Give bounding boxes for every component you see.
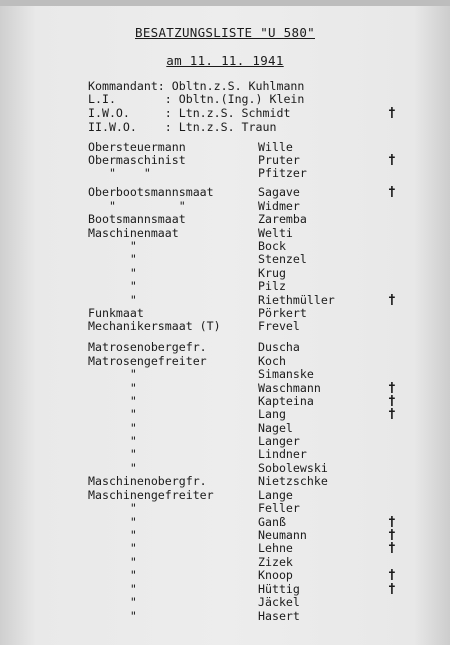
crew-row (0, 596, 450, 609)
crew-rank: Funkmaat (88, 306, 144, 320)
crew-row (0, 529, 450, 542)
crew-row (0, 610, 450, 623)
crew-row (0, 253, 450, 266)
crew-name: Zaremba (258, 212, 307, 226)
crew-name: Widmer (258, 199, 300, 213)
crew-row (0, 307, 450, 320)
officer-row (0, 107, 450, 120)
document-title: BESATZUNGSLISTE "U 580" (135, 25, 315, 40)
crew-rank: " (88, 528, 137, 542)
deceased-cross: † (388, 153, 396, 168)
crew-row (0, 320, 450, 333)
crew-name: Hüttig (258, 582, 300, 596)
crew-row (0, 267, 450, 280)
crew-row (0, 516, 450, 529)
document-date: am 11. 11. 1941 (166, 53, 284, 68)
deceased-cross: † (388, 293, 396, 308)
crew-name: Frevel (258, 319, 300, 333)
crew-name: Pruter (258, 153, 300, 167)
crew-rank: " (88, 239, 137, 253)
crew-name: Neumann (258, 528, 307, 542)
deceased-cross: † (388, 568, 396, 583)
crew-row (0, 408, 450, 421)
officer-entry: II.W.O. : Ltn.z.S. Traun (88, 120, 277, 134)
crew-name: Kapteina (258, 394, 314, 408)
crew-name: Zizek (258, 555, 293, 569)
crew-row (0, 569, 450, 582)
crew-name: Wille (258, 140, 293, 154)
crew-rank: " (88, 582, 137, 596)
crew-name: Pfitzer (258, 166, 307, 180)
crew-rank: " (88, 595, 137, 609)
crew-rank: " (88, 541, 137, 555)
crew-row (0, 200, 450, 213)
deceased-cross: † (388, 381, 396, 396)
crew-row (0, 213, 450, 226)
crew-rank: " (88, 421, 137, 435)
crew-rank: " (88, 394, 137, 408)
crew-name: Feller (258, 501, 300, 515)
crew-name: Lehne (258, 541, 293, 555)
crew-name: Pörkert (258, 306, 307, 320)
crew-rank: " (88, 293, 137, 307)
crew-rank: Bootsmannsmaat (88, 212, 186, 226)
crew-name: Simanske (258, 367, 314, 381)
crew-name: Ganß (258, 515, 286, 529)
deceased-cross: † (388, 185, 396, 200)
crew-name: Bock (258, 239, 286, 253)
crew-rank: " (88, 252, 137, 266)
crew-row (0, 141, 450, 154)
crew-rank: " (88, 609, 137, 623)
crew-row (0, 542, 450, 555)
crew-rank: Matrosenobergefr. (88, 340, 207, 354)
deceased-cross: † (388, 528, 396, 543)
crew-row (0, 167, 450, 180)
crew-row (0, 489, 450, 502)
deceased-cross: † (388, 515, 396, 530)
crew-rank: " (88, 568, 137, 582)
crew-row (0, 227, 450, 240)
crew-name: Sobolewski (258, 461, 328, 475)
crew-row (0, 448, 450, 461)
crew-row (0, 186, 450, 199)
crew-name: Koch (258, 354, 286, 368)
crew-name: Krug (258, 266, 286, 280)
officer-row (0, 93, 450, 106)
officer-entry: I.W.O. : Ltn.z.S. Schmidt (88, 106, 291, 120)
crew-row (0, 341, 450, 354)
crew-name: Nagel (258, 421, 293, 435)
crew-row (0, 502, 450, 515)
crew-name: Stenzel (258, 252, 307, 266)
crew-name: Hasert (258, 609, 300, 623)
crew-rank: Matrosengefreiter (88, 354, 207, 368)
crew-rank: " (88, 461, 137, 475)
crew-name: Sagave (258, 185, 300, 199)
crew-row (0, 368, 450, 381)
officer-entry: L.I. : Obltn.(Ing.) Klein (88, 92, 305, 106)
crew-name: Riethmüller (258, 293, 335, 307)
deceased-cross: † (388, 106, 396, 121)
crew-row (0, 583, 450, 596)
crew-name: Waschmann (258, 381, 321, 395)
deceased-cross: † (388, 582, 396, 597)
crew-row (0, 475, 450, 488)
crew-name: Lang (258, 407, 286, 421)
crew-rank: " (88, 407, 137, 421)
crew-rank: Maschinenobergfr. (88, 474, 207, 488)
crew-row (0, 355, 450, 368)
crew-row (0, 240, 450, 253)
crew-name: Knoop (258, 568, 293, 582)
crew-rank: " (88, 381, 137, 395)
crew-row (0, 395, 450, 408)
officer-row (0, 121, 450, 134)
crew-rank: " " (88, 199, 186, 213)
crew-row (0, 294, 450, 307)
crew-rank: " (88, 279, 137, 293)
crew-name: Lange (258, 488, 293, 502)
crew-rank: " " (88, 166, 151, 180)
crew-rank: " (88, 367, 137, 381)
crew-rank: " (88, 555, 137, 569)
crew-name: Jäckel (258, 595, 300, 609)
crew-row (0, 382, 450, 395)
crew-rank: Maschinengefreiter (88, 488, 214, 502)
crew-row (0, 422, 450, 435)
crew-rank: Obermaschinist (88, 153, 186, 167)
crew-rank: " (88, 501, 137, 515)
crew-rank: " (88, 447, 137, 461)
crew-rank: Obersteuermann (88, 140, 186, 154)
crew-rank: " (88, 515, 137, 529)
page-edge (0, 0, 450, 6)
crew-row (0, 556, 450, 569)
crew-row (0, 280, 450, 293)
crew-rank: Oberbootsmannsmaat (88, 185, 214, 199)
crew-rank: " (88, 266, 137, 280)
crew-name: Duscha (258, 340, 300, 354)
crew-rank: Maschinenmaat (88, 226, 179, 240)
deceased-cross: † (388, 394, 396, 409)
crew-rank: " (88, 434, 137, 448)
crew-row (0, 462, 450, 475)
crew-name: Welti (258, 226, 293, 240)
crew-name: Lindner (258, 447, 307, 461)
crew-row (0, 435, 450, 448)
crew-rank: Mechanikersmaat (T) (88, 319, 221, 333)
crew-name: Langer (258, 434, 300, 448)
crew-name: Nietzschke (258, 474, 328, 488)
deceased-cross: † (388, 407, 396, 422)
officer-entry: Kommandant: Obltn.z.S. Kuhlmann (88, 79, 305, 93)
crew-row (0, 154, 450, 167)
deceased-cross: † (388, 541, 396, 556)
crew-name: Pilz (258, 279, 286, 293)
